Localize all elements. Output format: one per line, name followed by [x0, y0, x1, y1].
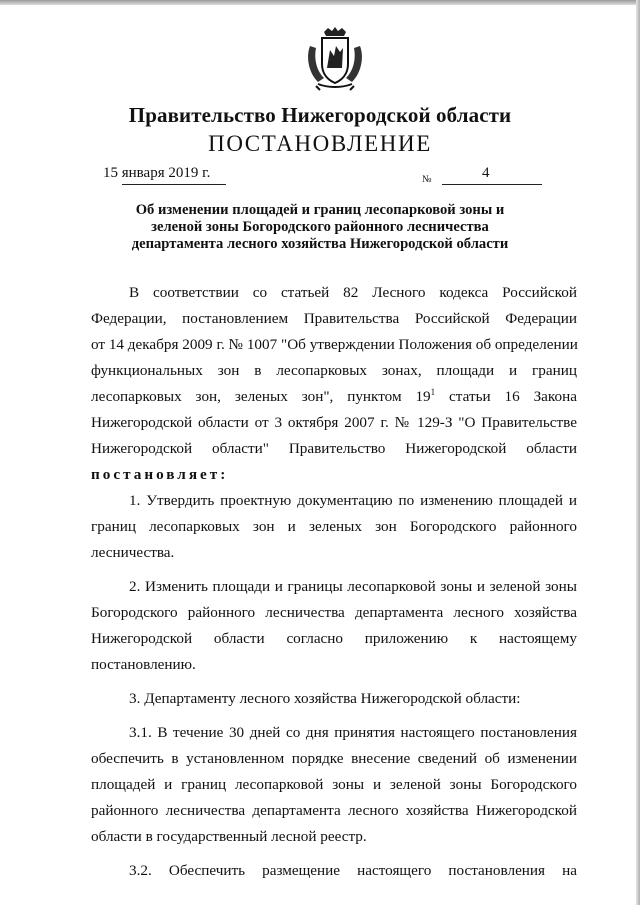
item-3-1 [91, 720, 577, 850]
text-line: Нижегородской области от 3 октября 2007 г. № 129-З "О Правительстве [91, 414, 577, 431]
subject-line: зеленой зоны Богородского районного лесничества [151, 219, 489, 235]
text-line: 3.1. В течение 30 дней со дня принятия настоящего постановления [129, 724, 577, 741]
paragraph-gap [91, 678, 577, 686]
text-line: обеспечить в установленном порядке внесение сведений об изменении [91, 750, 577, 767]
text-line: Нижегородской области" Правительство Нижегородской области [91, 440, 577, 457]
paragraph-gap [91, 566, 577, 574]
text-line: от 14 декабря 2009 г. № 1007 "Об утверждении Положения об определении [91, 336, 578, 353]
text-line: границ лесопарковых зон и зеленых зон Богородского районного [91, 518, 577, 535]
preamble-paragraph [91, 280, 577, 488]
scan-edge-top [0, 0, 640, 5]
coat-of-arms-icon [302, 26, 368, 92]
superscript: 1 [430, 386, 436, 397]
text-line: 3.2. Обеспечить размещение настоящего постановления на [129, 862, 577, 879]
item-3 [91, 686, 577, 712]
paragraph-gap [91, 850, 577, 858]
text-line: функциональных зон в лесопарковых зонах, площади и границ [91, 362, 577, 379]
document-number: 4 [482, 165, 490, 181]
document-date: 15 января 2019 г. [103, 165, 211, 181]
text-line: 2. Изменить площади и границы лесопарковой зоны и зеленой зоны [129, 578, 577, 595]
number-label: № [422, 174, 432, 185]
date-underline [122, 184, 226, 185]
document-body [91, 280, 577, 884]
text-line: области в государственный лесной реестр. [91, 828, 367, 845]
resolves-word: постановляет: [91, 466, 229, 483]
item-2 [91, 574, 577, 678]
text-line: лесничества. [91, 544, 175, 561]
text-fragment: статьи 16 Закона [435, 388, 577, 405]
text-line [91, 384, 577, 410]
text-fragment: лесопарковых зон, зеленых зон", пунктом 19 [91, 388, 431, 405]
government-name: Правительство Нижегородской области [128, 103, 512, 127]
text-line: В соответствии со статьей 82 Лесного кодекса Российской [129, 284, 577, 301]
item-3-2 [91, 858, 577, 884]
text-line: площадей и границ лесопарковой зоны и зеленой зоны Богородского [91, 776, 577, 793]
text-line: 3. Департаменту лесного хозяйства Нижегородской области: [129, 690, 521, 707]
text-line: Федерации, постановлением Правительства Российской Федерации [91, 310, 577, 327]
subject-line: департамента лесного хозяйства Нижегородской области [131, 236, 509, 252]
number-underline [442, 184, 542, 185]
text-line: районного лесничества департамента лесного хозяйства Нижегородской [91, 802, 577, 819]
text-line: постановлению. [91, 656, 196, 673]
text-line: Нижегородской области согласно приложению к настоящему [91, 630, 577, 647]
paragraph-gap [91, 712, 577, 720]
document-subject [0, 202, 640, 253]
document-type: ПОСТАНОВЛЕНИЕ [208, 131, 432, 156]
item-1 [91, 488, 577, 566]
text-line: 1. Утвердить проектную документацию по изменению площадей и [129, 492, 577, 509]
subject-line: Об изменении площадей и границ лесопарковой зоны и [135, 202, 505, 218]
text-line: Богородского районного лесничества департамента лесного хозяйства [91, 604, 577, 621]
